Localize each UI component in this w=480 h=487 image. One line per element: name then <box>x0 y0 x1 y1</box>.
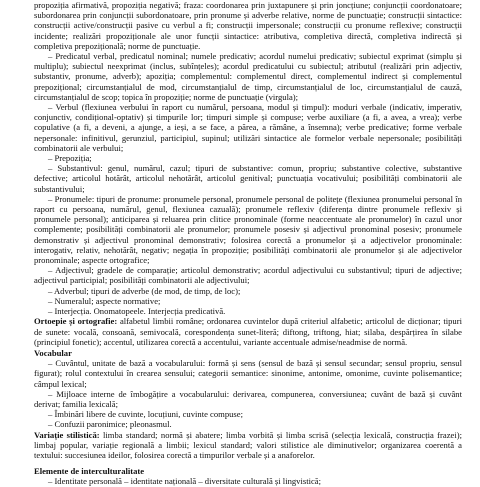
paragraph-internal-means: – Mijloace interne de îmbogățire a vocabularului: derivarea, compunerea, conversiunea; cuvânt de bază și cuvânt derivat; familia lexicală; <box>34 388 462 409</box>
paragraph-identity: – Identitate personală – identitate națională – diversitate culturală și lingvistică; <box>48 476 321 487</box>
paragraph-numeral: – Numeralul; aspecte normative; <box>48 295 161 306</box>
paragraph-verb: – Verbul (flexiunea verbului în raport cu numărul, persoana, modul și timpul): moduri verbale (indicativ, imperativ, conjunctiv, condițional-optativ) și timpurile lor; timpuri simple și compuse; verbe auxiliare (a fi, a avea, a vrea); verbe copulative (a fi, a deveni, a ajunge, a ieși, a se face, a părea, a rămâne, a însemna); verbe predicative; forme verbale nepersonale: infinitivul, gerunziul, participiul, supinul; utilizări sintactice ale formelor verbale nepersonale; posibilități combinatorii ale verbului; <box>34 102 462 153</box>
paragraph-predicate: – Predicatul verbal, predicatul nominal; numele predicativ; acordul numelui predicativ; subiectul exprimat (simplu și multiplu); subiectul neexprimat (inclus, subînțeles); acordul predicatului cu subiectul; atributul (realizări prin adjectiv, substantiv, pronume, adverb); apoziția; complementul: complementul direct, complementul indirect și complementul prepozițional; circumstanțialul de mod, circumstanțialul de timp, circumstanțialul de loc, circumstanțialul de cauză, circumstanțialul de scop; topica în propoziție; norme de punctuație (virgula); <box>34 51 462 102</box>
paragraph-pronoun: – Pronumele: tipuri de pronume: pronumele personal, pronumele personal de politețe (flexiunea pronumelui personal în raport cu persoana, numărul, genul, flexiunea cazuală); pronumele reflexiv (diferența dintre pronumele reflexiv și pronumele personal); anticiparea și reluarea prin clitice pronominale (forme neaccentuate ale pronumelor) în cazul unor complemente; posibilități combinatorii ale pronumelor; pronumele posesiv și adjectivul pronominal posesiv; pronumele demonstrativ și adjectivul pronominal demonstrativ; folosirea corectă a pronumelor și a adjectivelor pronominale: interogativ, relativ, nehotărât, negativ; negația în propoziție; posibilități combinatorii ale pronumelor și ale adjectivelor pronominale; aspecte ortografice; <box>34 193 462 266</box>
paragraph-stylistic <box>34 430 462 461</box>
paragraph-word: – Cuvântul, unitate de bază a vocabularului: formă și sens (sensul de bază și sensul secundar; sensul propriu, sensul figurat); rolul contextului în crearea sensului; categorii semantice: sinonime, antonime, omonime, cuvinte polisemantice; câmpul lexical; <box>34 358 462 389</box>
paragraph-syntax-intro: propoziția afirmativă, propoziția negativă; fraza: coordonarea prin juxtapunere și prin joncțiune; conjuncții coordonatoare; subordonarea prin conjuncții subordonatoare, prin pronume și adverbe relative, norme de punctuație; construcții sintactice: construcții active/construcții pasive cu verbul a fi; construcții impersonale; construcții cu pronume reflexive; construcții incidente; realizări propoziționale ale unor funcții sintactice: atributiva, completiva directă, completiva indirectă și completiva prepozițională; norme de punctuație. <box>34 0 462 51</box>
section-heading-interculturality: Elemente de interculturalitate <box>34 466 145 477</box>
paragraph-paronyms: – Confuzii paronimice; pleonasmul. <box>48 419 172 430</box>
stylistic-text: limba standard; normă și abatere; limba vorbită și limba scrisă (selecția lexicală, construcția frazei); limbaj popular, variație regională a limbii; lexicul standard; valori stilistice ale diminutivelor; organizarea coerentă a textului: succesiunea ideilor, folosirea corectă a timpurilor verbale și a anaforelor. <box>34 429 462 460</box>
paragraph-orthoepy <box>34 316 462 347</box>
orthoepy-text: alfabetul limbii române; ordonarea cuvintelor după criteriul alfabetic; articolul de dicționar; tipuri de sunete: vocală, consoană, semivocală, corespondența sunet-literă; diftong, triftong, hiat; silaba, despărțirea în silabe (principiul fonetic); accentul, utilizarea corectă a accentului, variante accentuale admise/neadmise de normă. <box>34 316 462 347</box>
paragraph-interjection: – Interjecția. Onomatopeele. Interjecția predicativă. <box>48 306 226 317</box>
paragraph-phrases: – Îmbinări libere de cuvinte, locuțiuni, cuvinte compuse; <box>48 409 243 420</box>
paragraph-preposition: – Prepoziția; <box>48 153 92 164</box>
stylistic-heading: Variație stilistică: <box>34 429 100 440</box>
paragraph-adjective: – Adjectivul; gradele de comparație; articolul demonstrativ; acordul adjectivului cu substantivul; tipuri de adjective; adjectivul participial; posibilități combinatorii ale adjectivului; <box>34 265 462 286</box>
section-heading-vocabulary: Vocabular <box>34 347 72 358</box>
paragraph-noun: – Substantivul: genul, numărul, cazul; tipuri de substantive: comun, propriu; substantive colective, substantive defective; articolul hotărât, articolul nehotărât, articolul genitival; punctuația vocativului; posibilități combinatorii ale substantivului; <box>34 163 462 194</box>
orthoepy-heading: Ortoepie și ortografie: <box>34 316 118 327</box>
paragraph-adverb: – Adverbul; tipuri de adverbe (de mod, de timp, de loc); <box>48 285 241 296</box>
